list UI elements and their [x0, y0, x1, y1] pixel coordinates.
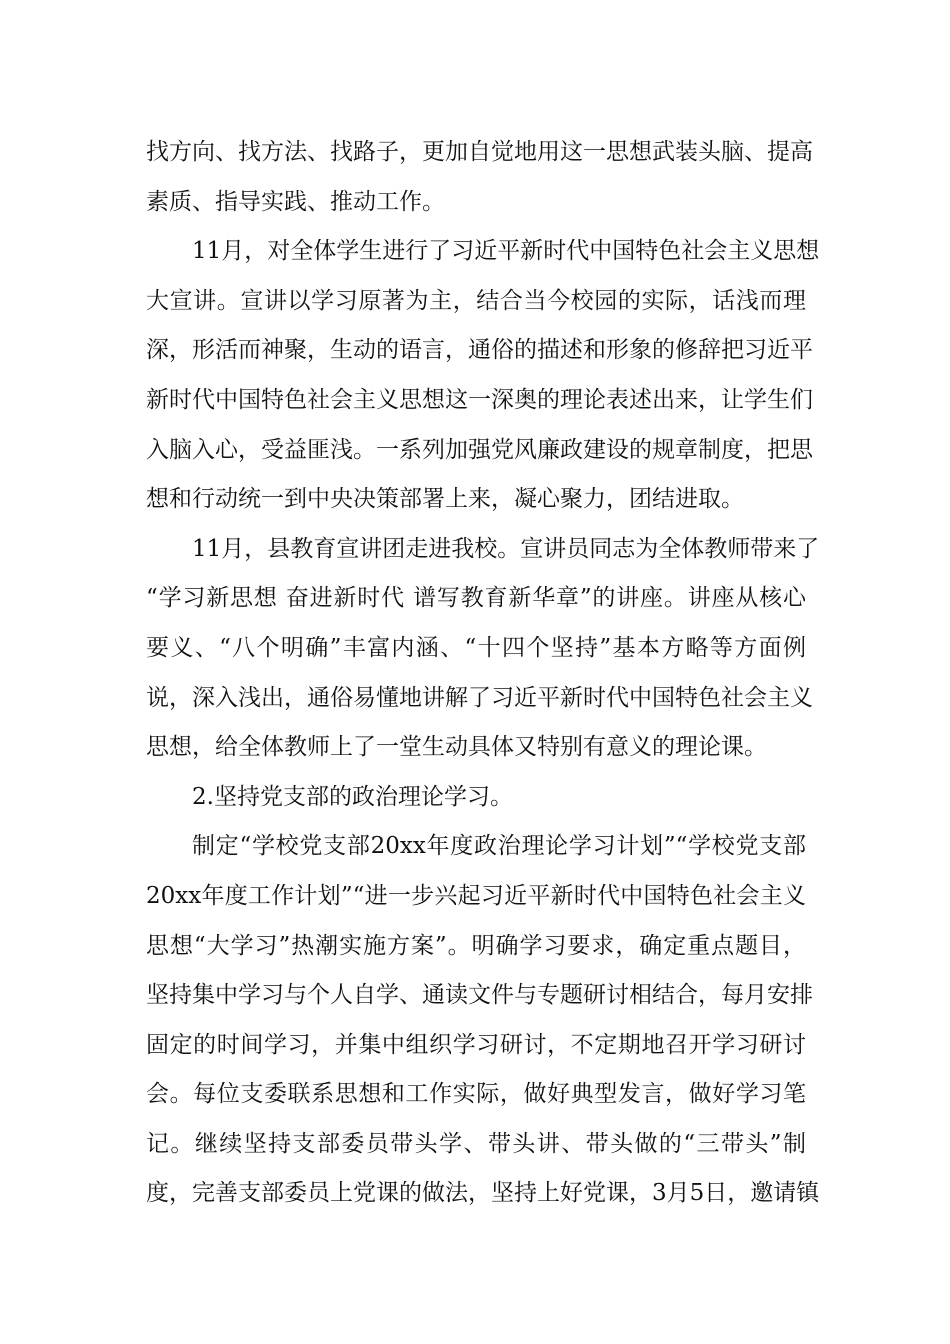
document-body — [146, 128, 820, 1219]
text-line: 坚持集中学习与个人自学、通读文件与专题研讨相结合，每月安排 — [146, 982, 813, 1009]
text-line: 找方向、找方法、找路子，更加自觉地用这一思想武装头脑、提高 — [146, 139, 813, 165]
text-line: 说，深入浅出，通俗易懂地讲解了习近平新时代中国特色社会主义 — [146, 684, 813, 711]
text-line: 大宣讲。宣讲以学习原著为主，结合当今校园的实际，话浅而理 — [146, 287, 806, 314]
text-line: 11月，县教育宣讲团走进我校。宣讲员同志为全体教师带来了 — [192, 535, 820, 562]
text-line: 会。每位支委联系思想和工作实际，做好典型发言，做好学习笔 — [146, 1081, 806, 1108]
text-line: 度，完善支部委员上党课的做法，坚持上好党课，3月5日，邀请镇 — [146, 1180, 820, 1207]
text-line: 深，形活而神聚，生动的语言，通俗的描述和形象的修辞把习近平 — [146, 337, 813, 364]
text-line: 要义、“八个明确”丰富内涵、“十四个坚持”基本方略等方面例 — [146, 634, 806, 661]
text-line: 新时代中国特色社会主义思想这一深奥的理论表述出来，让学生们 — [146, 386, 813, 413]
text-line: “学习新思想 奋进新时代 谱写教育新华章”的讲座。讲座从核心 — [146, 585, 806, 612]
text-line: 制定“学校党支部20xx年度政治理论学习计划”“学校党支部 — [192, 833, 806, 860]
text-line: 固定的时间学习，并集中组织学习研讨，不定期地召开学习研讨 — [146, 1031, 806, 1058]
text-line: 思想，给全体教师上了一堂生动具体又特别有意义的理论课。 — [146, 734, 767, 761]
text-line: 记。继续坚持支部委员带头学、带头讲、带头做的“三带头”制 — [146, 1130, 806, 1157]
text-line: 2.坚持党支部的政治理论学习。 — [192, 783, 513, 810]
text-line: 20xx年度工作计划”“进一步兴起习近平新时代中国特色社会主义 — [146, 882, 806, 909]
text-line: 思想“大学习”热潮实施方案”。明确学习要求，确定重点题目， — [146, 932, 806, 959]
text-line: 11月，对全体学生进行了习近平新时代中国特色社会主义思想 — [192, 238, 820, 265]
text-line: 想和行动统一到中央决策部署上来，凝心聚力，团结进取。 — [146, 486, 744, 513]
text-line: 素质、指导实践、推动工作。 — [146, 188, 445, 215]
text-line: 入脑入心，受益匪浅。一系列加强党风廉政建设的规章制度，把思 — [146, 436, 813, 463]
